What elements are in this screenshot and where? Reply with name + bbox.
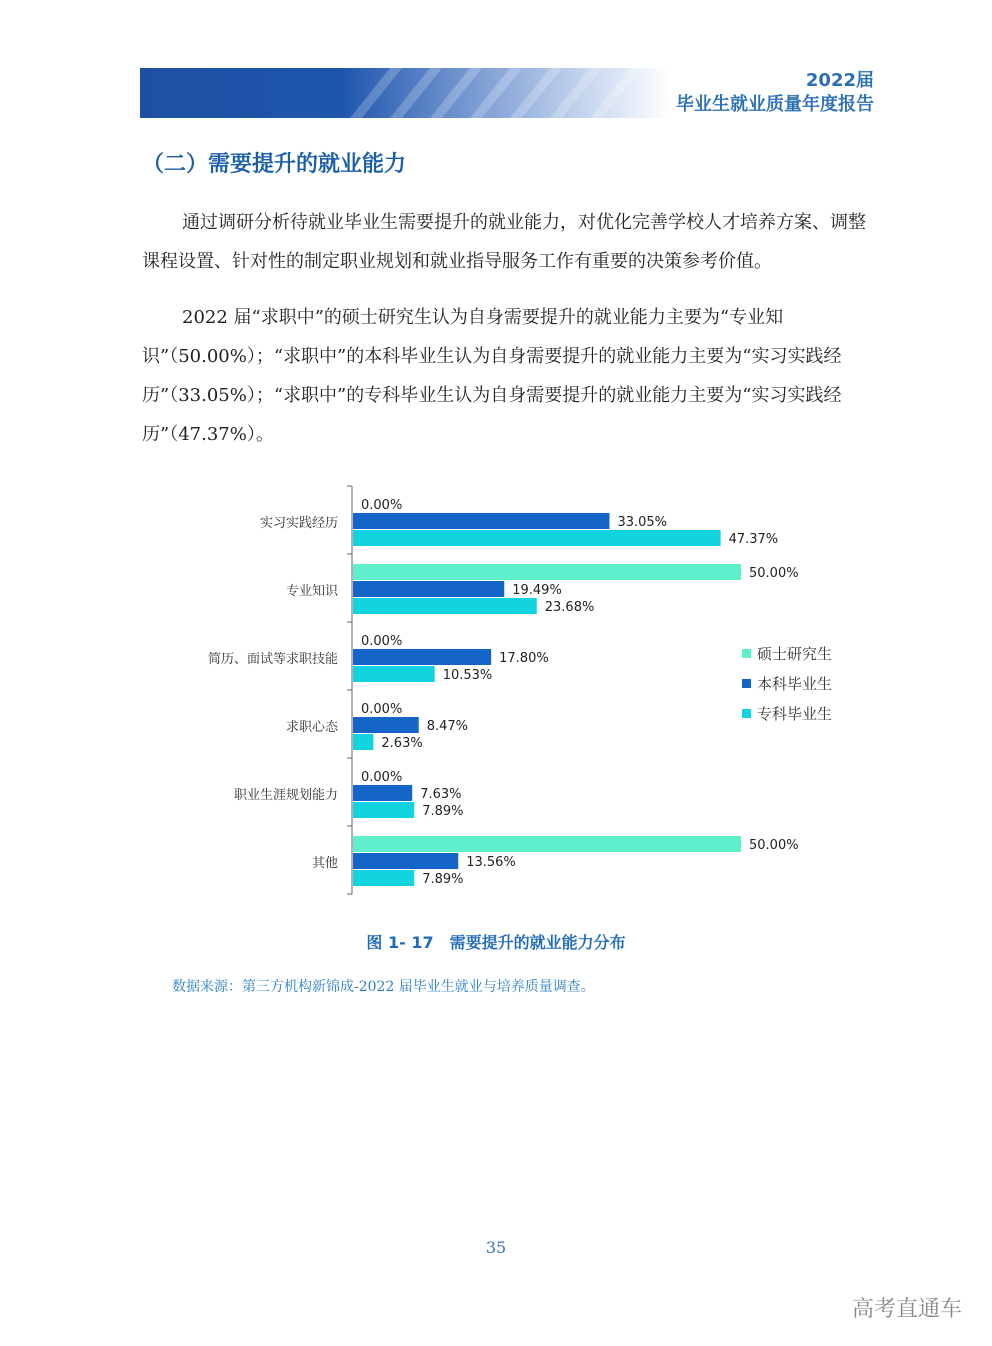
- legend-swatch: [742, 679, 751, 688]
- header-banner: [140, 68, 670, 118]
- data-label: 7.89%: [422, 804, 464, 819]
- section-heading: （二）需要提升的就业能力: [142, 152, 407, 177]
- category-label: 求职心态: [285, 720, 338, 735]
- bar: [353, 530, 721, 546]
- paragraph-intro: 通过调研分析待就业毕业生需要提升的就业能力，对优化完善学校人才培养方案、调整课程设置、针对性的制定职业规划和就业指导服务工作有重要的决策参考价值。: [142, 212, 866, 272]
- legend-label: 专科毕业生: [757, 705, 833, 723]
- data-label: 10.53%: [442, 668, 493, 683]
- bar: [353, 836, 741, 852]
- data-label: 0.00%: [361, 498, 403, 513]
- bar: [353, 717, 419, 733]
- report-title-block: [676, 70, 874, 118]
- category-label: 专业知识: [285, 584, 338, 599]
- legend-swatch: [742, 649, 751, 658]
- data-source-note: 数据来源：第三方机构新锦成-2022 届毕业生就业与培养质量调查。: [172, 979, 595, 995]
- category-label: 简历、面试等求职技能: [207, 652, 338, 667]
- bar: [353, 666, 435, 682]
- data-label: 19.49%: [512, 583, 562, 598]
- legend-label: 本科毕业生: [757, 675, 833, 693]
- data-label: 17.80%: [499, 651, 549, 666]
- category-label: 其他: [311, 856, 338, 871]
- data-label: 23.68%: [544, 600, 595, 615]
- bar: [353, 734, 373, 750]
- data-label: 47.37%: [728, 532, 779, 547]
- data-label: 50.00%: [749, 566, 799, 581]
- bar: [353, 870, 414, 886]
- data-label: 0.00%: [361, 770, 403, 785]
- figure-caption: 图 1- 17 需要提升的就业能力分布: [366, 933, 626, 952]
- bar: [353, 649, 491, 665]
- watermark: 高考直通车: [851, 1297, 962, 1322]
- category-label: 实习实践经历: [259, 516, 338, 531]
- category-label: 职业生涯规划能力: [233, 788, 338, 803]
- data-label: 7.63%: [420, 787, 462, 802]
- data-label: 13.56%: [466, 855, 516, 870]
- bar: [353, 802, 414, 818]
- bar: [353, 785, 412, 801]
- report-year: 2022届: [805, 70, 874, 91]
- data-label: 8.47%: [426, 719, 469, 734]
- data-label: 0.00%: [361, 702, 403, 717]
- bar: [353, 564, 741, 580]
- data-label: 33.05%: [617, 515, 668, 530]
- legend-swatch: [742, 709, 751, 718]
- data-label: 2.63%: [381, 736, 423, 751]
- bar: [353, 853, 458, 869]
- bar: [353, 598, 537, 614]
- ability-bar-chart: [140, 476, 860, 906]
- page-number: 35: [485, 1238, 507, 1257]
- paragraph-findings: 2022 届“求职中”的硕士研究生认为自身需要提升的就业能力主要为“专业知识”（50.00%）；“求职中”的本科毕业生认为自身需要提升的就业能力主要为“实习实践经历”（33.05%）；“求职中”的专科毕业生认为自身需要提升的就业能力主要为“实习实践经历”（47.37%）。: [142, 307, 842, 445]
- data-label: 7.89%: [422, 872, 464, 887]
- data-label: 50.00%: [749, 838, 799, 853]
- bar: [353, 581, 504, 597]
- bar: [353, 513, 609, 529]
- legend-label: 硕士研究生: [757, 645, 833, 663]
- report-name: 毕业生就业质量年度报告: [676, 94, 874, 115]
- data-label: 0.00%: [361, 634, 403, 649]
